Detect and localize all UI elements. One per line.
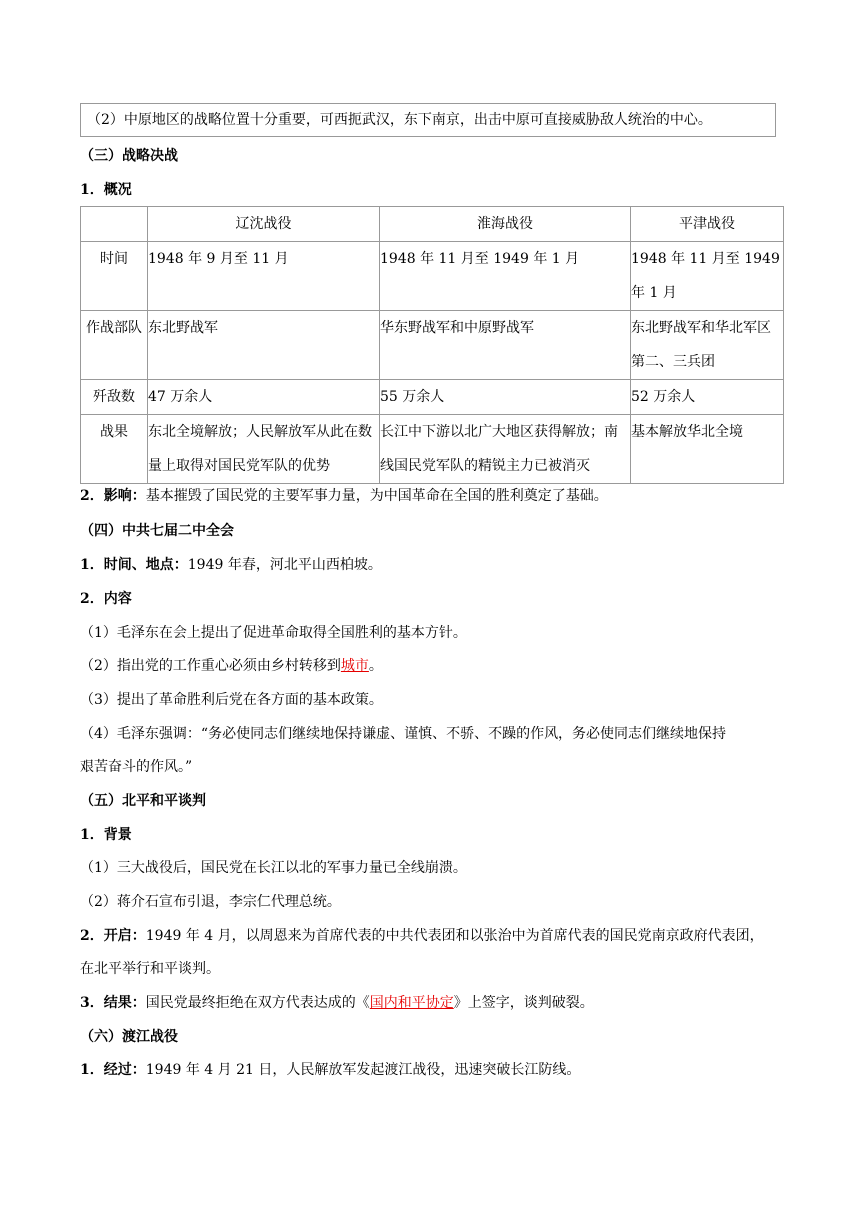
content-item-2-end: 。 [368,658,383,674]
table-cell: 1948 年 11 月至 1949 年 1 月 [380,242,631,311]
impact-text: 基本摧毁了国民党的主要军事力量，为中国革命在全国的胜利奠定了基础。 [145,488,608,504]
opening-paragraph-line2: 在北平举行和平谈判。 [80,961,220,977]
time-place-paragraph [80,555,382,575]
content-item-2 [80,656,383,676]
battles-table [80,206,784,484]
result-paragraph [80,993,594,1013]
course-label: 1．经过： [80,1062,146,1078]
table-cell: 东北野战军和华北军区第二、三兵团 [631,311,784,380]
impact-paragraph [80,486,608,506]
background-item-1: （1）三大战役后，国民党在长江以北的军事力量已全线崩溃。 [80,860,467,876]
table-cell: 1948 年 9 月至 11 月 [148,242,380,311]
table-header-cell [81,207,148,242]
table-header-cell: 平津战役 [631,207,784,242]
row-label: 歼敌数 [81,380,148,415]
table-cell: 52 万余人 [631,380,784,415]
impact-label: 2．影响： [80,488,146,504]
content-item-2-text: （2）指出党的工作重心必须由乡村转移到 [80,658,341,674]
row-label: 战果 [81,415,148,484]
table-cell: 华东野战军和中原野战军 [380,311,631,380]
highlight-peace-agreement: 国内和平协定 [369,995,454,1011]
section-heading-peace-talks: （五）北平和平谈判 [80,793,206,809]
table-header-cell: 淮海战役 [380,207,631,242]
table-cell: 长江中下游以北广大地区获得解放；南线国民党军队的精锐主力已被消灭 [380,415,631,484]
time-place-label: 1．时间、地点： [80,557,188,573]
table-row [81,242,784,311]
table-header-cell: 辽沈战役 [148,207,380,242]
table-row [81,311,784,380]
table-cell: 47 万余人 [148,380,380,415]
section-heading-plenary: （四）中共七届二中全会 [80,523,234,539]
result-text: 国民党最终拒绝在双方代表达成的《 [145,995,370,1011]
course-text: 1949 年 4 月 21 日，人民解放军发起渡江战役，迅速突破长江防线。 [145,1062,581,1078]
opening-text: 1949 年 4 月，以周恩来为首席代表的中共代表团和以张治中为首席代表的国民党南京政府代表团， [145,928,764,944]
boxed-note: （2）中原地区的战略位置十分重要，可西扼武汉，东下南京，出击中原可直接威胁敌人统治的中心。 [80,103,776,137]
course-paragraph [80,1060,580,1080]
content-item-3: （3）提出了革命胜利后党在各方面的基本政策。 [80,692,383,708]
content-label: 2．内容 [80,591,132,607]
table-cell: 东北野战军 [148,311,380,380]
highlight-city: 城市 [340,658,369,674]
content-item-1: （1）毛泽东在会上提出了促进革命取得全国胜利的基本方针。 [80,625,467,641]
subheading-overview: 1．概况 [80,182,132,198]
background-label: 1．背景 [80,827,132,843]
section-heading-river-crossing: （六）渡江战役 [80,1029,178,1045]
table-cell: 东北全境解放；人民解放军从此在数量上取得对国民党军队的优势 [148,415,380,484]
table-cell: 55 万余人 [380,380,631,415]
table-row [81,380,784,415]
table-row [81,415,784,484]
content-item-4-line2: 艰苦奋斗的作风。” [80,759,193,775]
result-label: 3．结果： [80,995,146,1011]
time-place-text: 1949 年春，河北平山西柏坡。 [187,557,382,573]
content-item-4-line1: （4）毛泽东强调：“务必使同志们继续地保持谦虚、谨慎、不骄、不躁的作风，务必使同志们继续地保持 [80,726,727,742]
row-label: 作战部队 [81,311,148,380]
table-cell: 1948 年 11 月至 1949 年 1 月 [631,242,784,311]
opening-label: 2．开启： [80,928,146,944]
opening-paragraph-line1 [80,926,764,946]
table-cell: 基本解放华北全境 [631,415,784,484]
section-heading-strategic-battles: （三）战略决战 [80,148,178,164]
background-item-2: （2）蒋介石宣布引退，李宗仁代理总统。 [80,894,341,910]
row-label: 时间 [81,242,148,311]
table-header-row [81,207,784,242]
result-text-end: 》上签字，谈判破裂。 [453,995,594,1011]
